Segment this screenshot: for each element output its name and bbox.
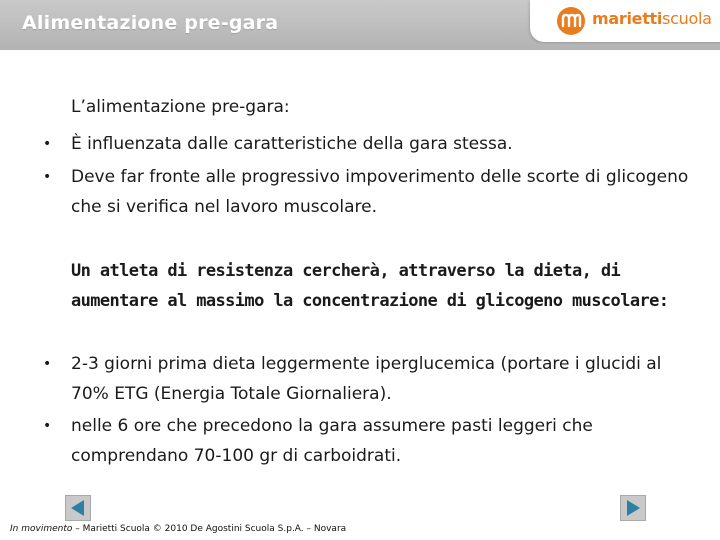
list-item: Deve far fronte alle progressivo impoverimento delle scorte di glicogeno che si verifica nel lavoro muscolare. (71, 167, 689, 217)
next-slide-button[interactable] (620, 495, 646, 521)
bullet-symbol: • (43, 169, 52, 185)
previous-slide-button[interactable] (65, 495, 91, 521)
footer-credit (10, 524, 346, 534)
slide-title: Alimentazione pre-gara (22, 12, 279, 34)
intro-text: L’alimentazione pre-gara: (71, 97, 290, 117)
triangle-right-icon (621, 496, 645, 520)
list-item: 2-3 giorni prima dieta leggermente iperglucemica (portare i glucidi al 70% ETG (Energia Totale Giornaliera). (71, 354, 662, 404)
triangle-left-icon (66, 496, 90, 520)
logo-wordmark (592, 9, 712, 28)
bullet-symbol: • (43, 136, 52, 152)
logo-wordmark-light: scuola (662, 9, 712, 28)
bullet-symbol: • (43, 356, 52, 372)
logo-wordmark-bold: marietti (592, 9, 663, 28)
marietti-logo-icon (556, 6, 586, 36)
list-item: È influenzata dalle caratteristiche della gara stessa. (71, 134, 513, 154)
footer-copyright: – Marietti Scuola © 2010 De Agostini Scuola S.p.A. – Novara (72, 524, 347, 534)
emphasis-text: Un atleta di resistenza cercherà, attraverso la dieta, di aumentare al massimo la concentrazione di glicogeno muscolare: (71, 261, 669, 311)
footer-book-title: In movimento (10, 524, 73, 534)
list-item: nelle 6 ore che precedono la gara assumere pasti leggeri che comprendano 70-100 gr di carboidrati. (71, 416, 593, 466)
publisher-logo (530, 0, 720, 42)
bullet-symbol: • (43, 418, 52, 434)
